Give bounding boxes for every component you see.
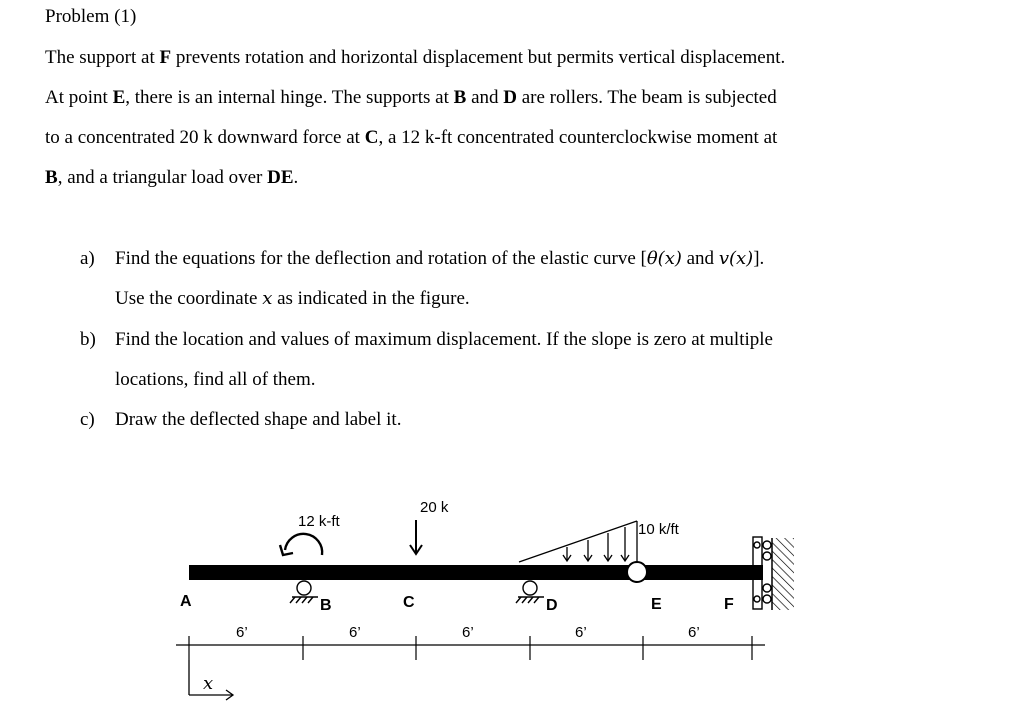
problem-heading: Problem (1) bbox=[45, 6, 137, 27]
force-label: 20 k bbox=[420, 499, 449, 516]
force-arrow-C bbox=[410, 520, 422, 554]
text-span: Use the coordinate bbox=[115, 288, 263, 309]
span-label-EF: 6’ bbox=[688, 624, 700, 641]
text-span: ]. bbox=[753, 248, 765, 269]
point-E-label: E bbox=[112, 87, 126, 108]
text-span: . bbox=[293, 167, 299, 188]
theta-symbol: θ(x) bbox=[646, 248, 682, 269]
segment-DE-label: DE bbox=[267, 167, 294, 188]
moment-label: 12 k-ft bbox=[298, 513, 340, 530]
span-label-CD: 6’ bbox=[462, 624, 474, 641]
roller-support-B bbox=[290, 581, 318, 603]
text-span: , there is an internal hinge. The supports at bbox=[125, 87, 454, 108]
point-label-D: D bbox=[546, 597, 558, 614]
point-label-A: A bbox=[180, 593, 192, 610]
text-span: The support at bbox=[45, 47, 160, 68]
beam bbox=[189, 565, 763, 580]
fixed-wall-hatch bbox=[772, 538, 794, 610]
point-label-C: C bbox=[403, 594, 415, 611]
text-span: are rollers. The beam is subjected bbox=[516, 87, 777, 108]
part-b-label: b) bbox=[80, 329, 96, 350]
text-span: to a concentrated 20 k downward force at bbox=[45, 127, 365, 148]
part-b-line-2: locations, find all of them. bbox=[115, 369, 316, 390]
span-label-DE: 6’ bbox=[575, 624, 587, 641]
v-symbol: v(x) bbox=[718, 248, 754, 269]
part-c-label: c) bbox=[80, 409, 95, 430]
x-symbol: x bbox=[262, 288, 273, 309]
point-B-label: B bbox=[45, 167, 58, 188]
moment-arrow-B bbox=[280, 534, 322, 555]
part-c-line-1: Draw the deflected shape and label it. bbox=[115, 409, 402, 430]
point-F-label: F bbox=[159, 47, 172, 68]
span-label-AB: 6’ bbox=[236, 624, 248, 641]
text-span: , a 12 k-ft concentrated counterclockwise moment at bbox=[378, 127, 778, 148]
point-label-E: E bbox=[651, 596, 662, 613]
point-label-B: B bbox=[320, 597, 332, 614]
text-span: and bbox=[466, 87, 504, 108]
point-D-label: D bbox=[503, 87, 517, 108]
roller-support-D bbox=[516, 581, 544, 603]
span-label-BC: 6’ bbox=[349, 624, 361, 641]
text-span: Find the equations for the deflection and rotation of the elastic curve [ bbox=[115, 248, 647, 269]
x-coordinate-label: x bbox=[203, 673, 214, 694]
triangular-load bbox=[519, 521, 637, 562]
point-label-F: F bbox=[724, 596, 734, 613]
point-B-label: B bbox=[453, 87, 467, 108]
point-C-label: C bbox=[364, 127, 379, 148]
text-span: as indicated in the figure. bbox=[272, 288, 470, 309]
part-a-label: a) bbox=[80, 248, 95, 269]
text-span: prevents rotation and horizontal displacement but permits vertical displacement. bbox=[171, 47, 786, 68]
load-label: 10 k/ft bbox=[638, 521, 679, 538]
text-span: , and a triangular load over bbox=[57, 167, 268, 188]
internal-hinge-E bbox=[627, 562, 647, 582]
text-span: and bbox=[681, 248, 719, 269]
text-span: At point bbox=[45, 87, 113, 108]
part-b-line-1: Find the location and values of maximum displacement. If the slope is zero at multiple bbox=[115, 329, 773, 350]
